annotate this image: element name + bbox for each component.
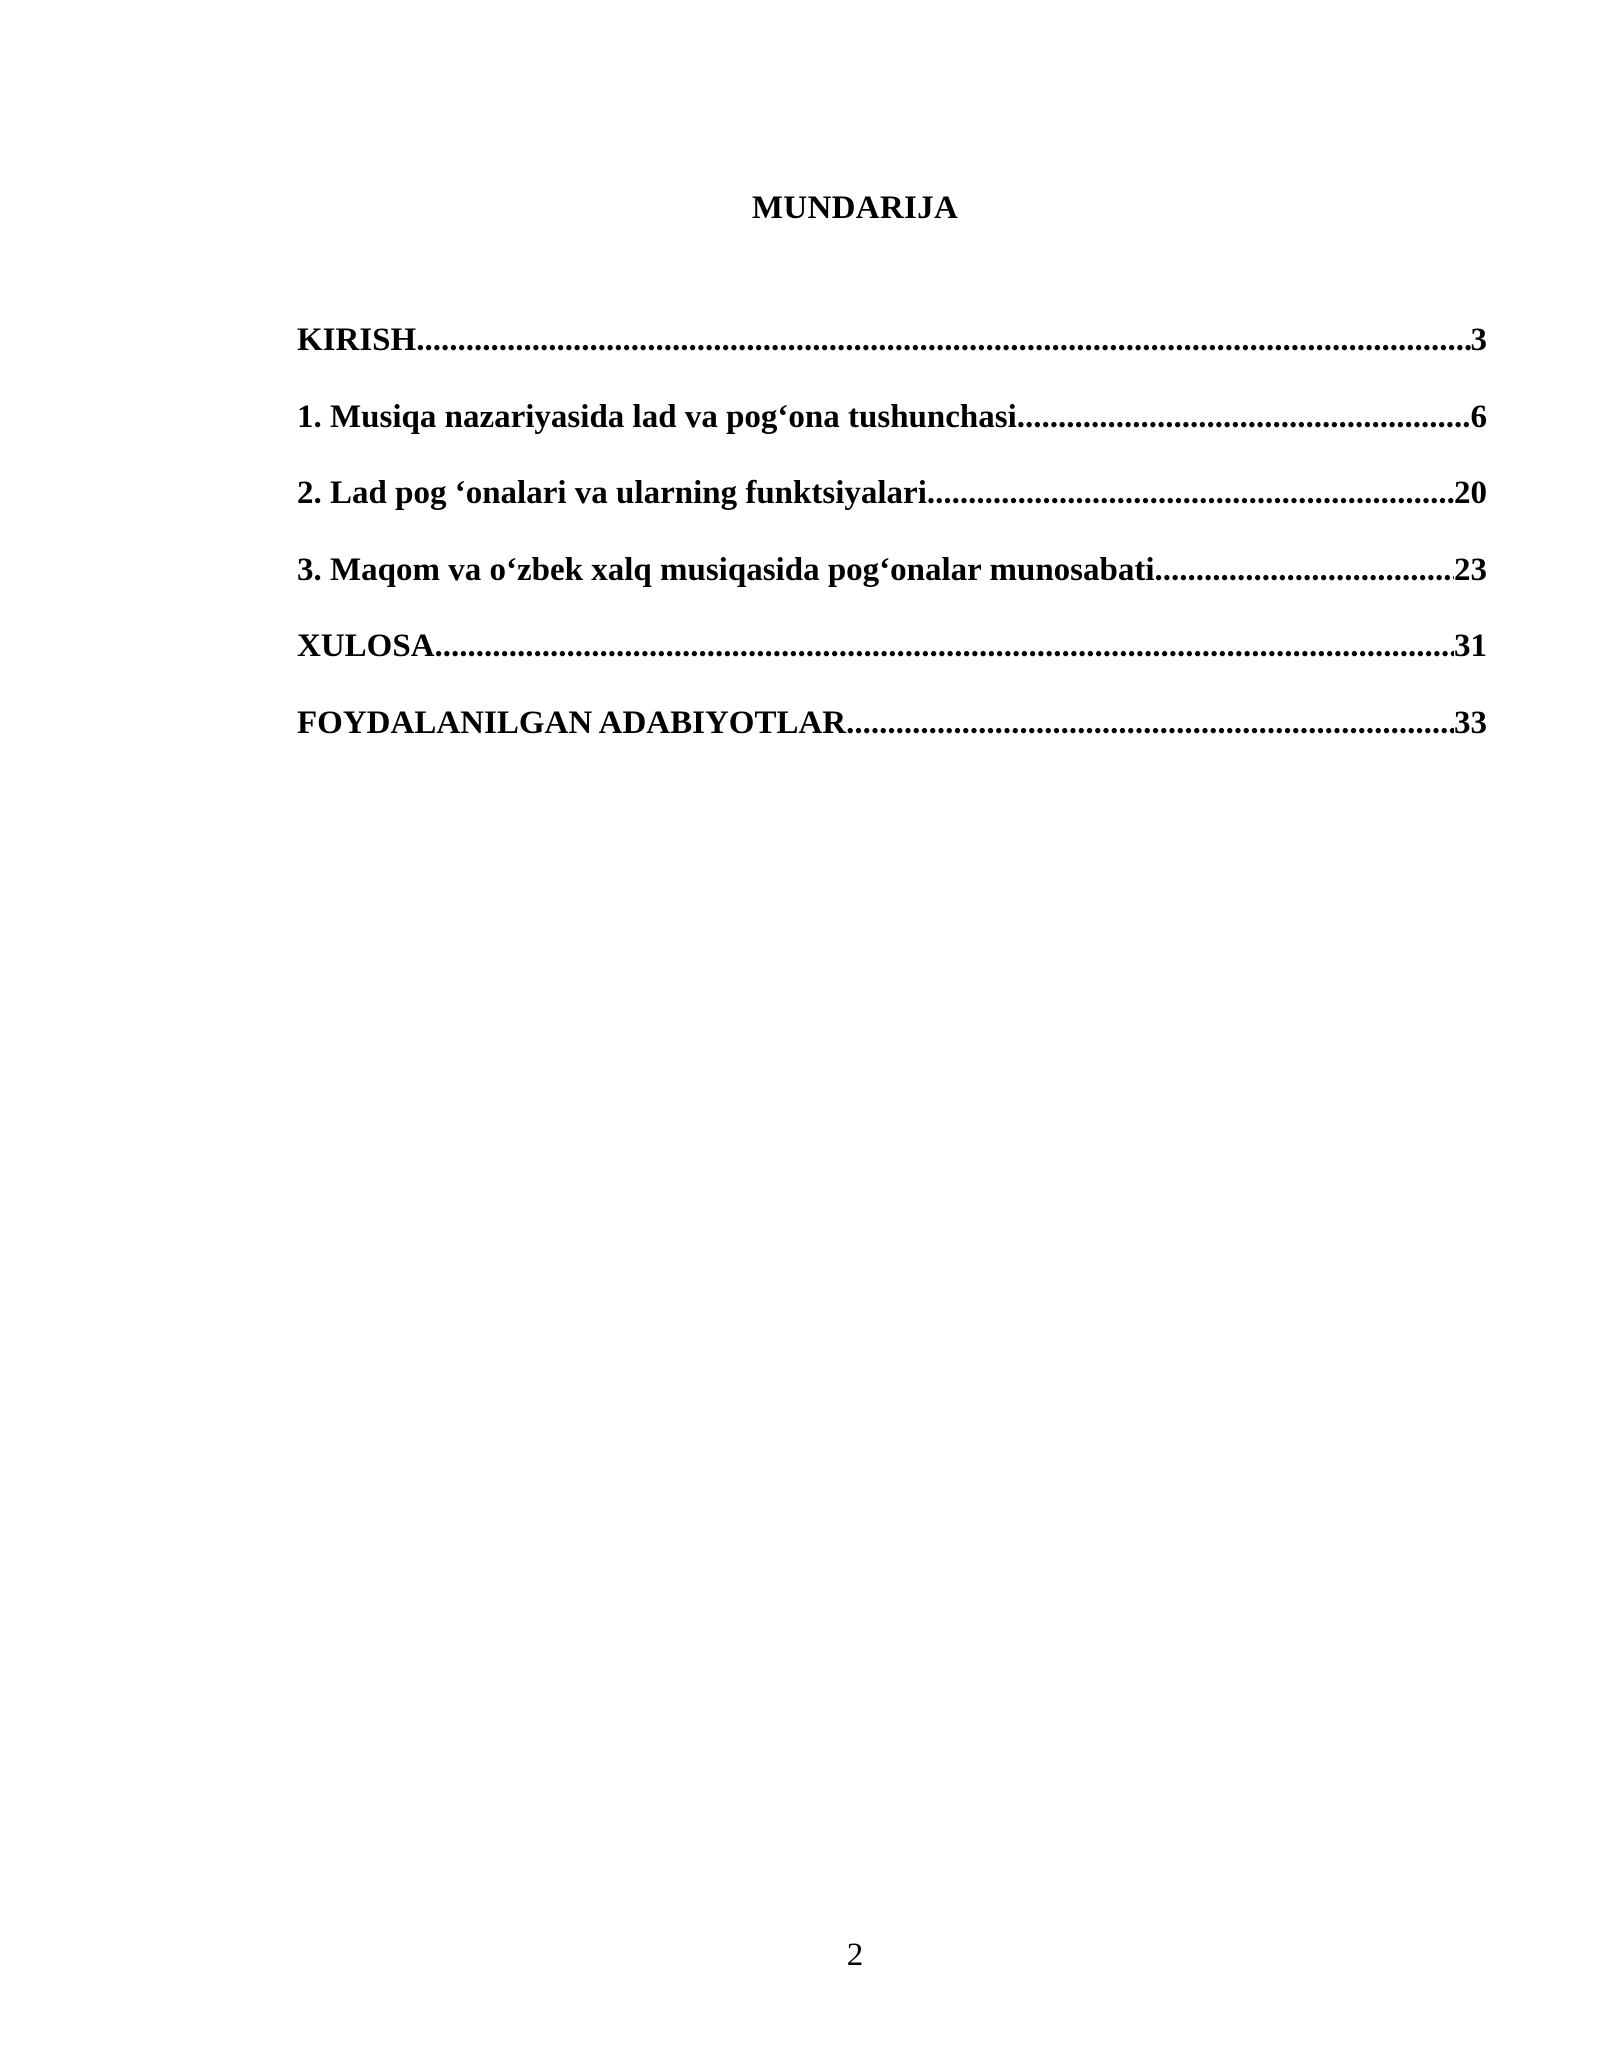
toc-dot-leader: [846, 705, 1454, 742]
toc-dot-leader: [1017, 399, 1471, 436]
toc-entry-kirish: [297, 322, 1487, 399]
toc-entry-xulosa: [297, 628, 1487, 705]
toc-dot-leader: [435, 628, 1454, 665]
toc-entry-label: 2. Lad pog ‘onalari va ularning funktsiyalari: [297, 475, 927, 511]
toc-entry-page: 3: [1470, 322, 1487, 358]
toc-entry-label: XULOSA: [297, 628, 435, 664]
toc-entry-page: 33: [1454, 704, 1487, 741]
toc-dot-leader: [416, 322, 1470, 359]
toc-entry-chapter-1: [297, 399, 1487, 476]
page-number: 2: [846, 1937, 864, 1973]
toc-entry-chapter-3: [297, 552, 1487, 629]
table-of-contents: [297, 322, 1487, 781]
toc-entry-label: KIRISH: [297, 322, 417, 358]
toc-entry-page: 6: [1470, 398, 1487, 435]
toc-dot-leader: [1155, 552, 1454, 589]
toc-entry-label: 1. Musiqa nazariyasida lad va pog‘ona tushunchasi: [297, 398, 1017, 435]
toc-entry-label: FOYDALANILGAN ADABIYOTLAR: [297, 704, 847, 741]
toc-entry-chapter-2: [297, 475, 1487, 552]
toc-entry-page: 20: [1454, 475, 1487, 511]
toc-dot-leader: [927, 475, 1454, 512]
toc-entry-adabiyotlar: [297, 705, 1487, 782]
toc-entry-label: 3. Maqom va o‘zbek xalq musiqasida pog‘onalar munosabati: [297, 551, 1155, 588]
toc-entry-page: 31: [1454, 628, 1487, 664]
toc-entry-page: 23: [1454, 551, 1487, 588]
page-title: MUNDARIJA: [751, 190, 959, 226]
